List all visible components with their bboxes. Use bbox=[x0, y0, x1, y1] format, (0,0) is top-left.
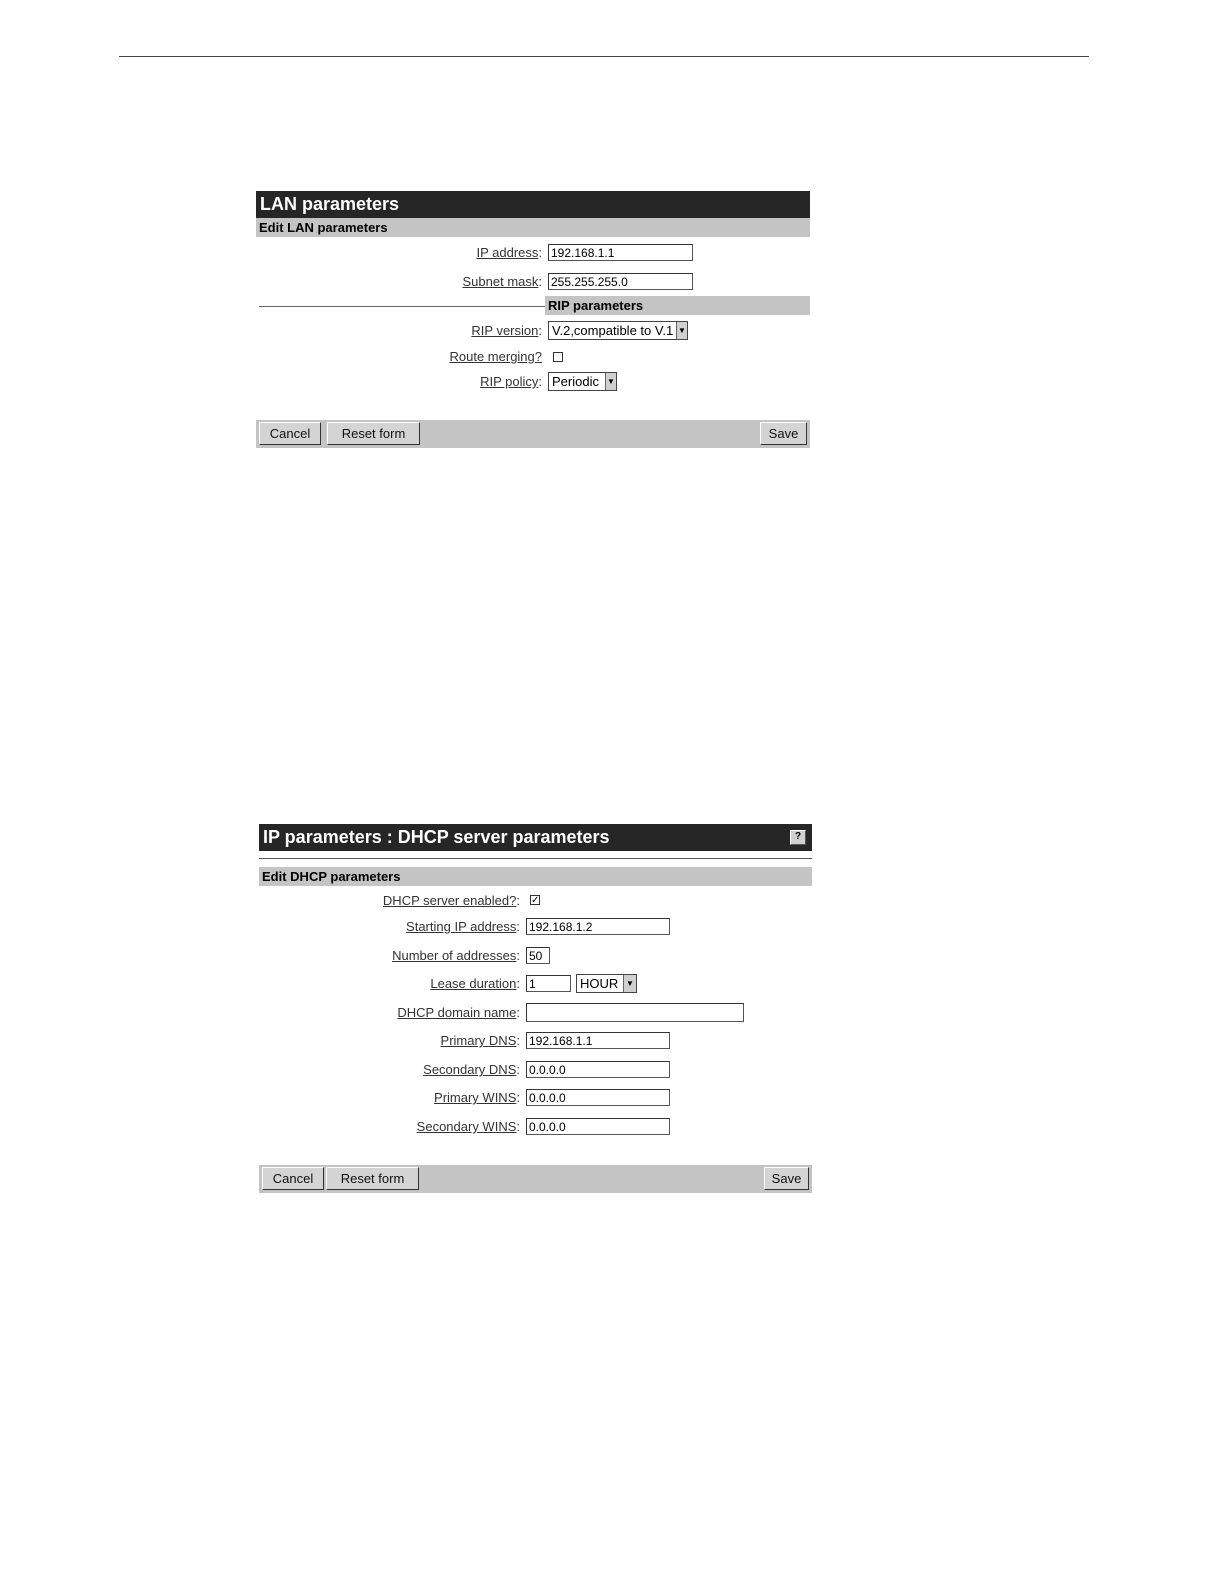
dhcp-enabled-label: DHCP server enabled? bbox=[382, 893, 517, 908]
rip-policy-value: Periodic bbox=[552, 374, 599, 389]
lan-panel-title: LAN parameters bbox=[256, 191, 810, 218]
reset-form-button[interactable]: Reset form bbox=[326, 1167, 419, 1190]
secondary-dns-input[interactable] bbox=[526, 1061, 670, 1078]
primary-wins-row: Primary WINS: 0.0.0.0 bbox=[259, 1087, 812, 1109]
route-merging-row bbox=[256, 346, 810, 368]
primary-dns-row: Primary DNS: 192.168.1.1 bbox=[259, 1030, 812, 1052]
route-merging-checkbox[interactable] bbox=[553, 352, 563, 362]
lease-unit-value: HOUR bbox=[580, 976, 619, 991]
rip-divider-line bbox=[259, 306, 546, 307]
chevron-down-icon[interactable]: ▼ bbox=[676, 322, 687, 339]
secondary-dns-label: Secondary DNS bbox=[423, 1062, 517, 1077]
lease-duration-input[interactable] bbox=[526, 975, 571, 992]
rip-version-select[interactable] bbox=[548, 321, 688, 340]
starting-ip-input[interactable] bbox=[526, 918, 670, 935]
lan-button-bar bbox=[256, 420, 810, 448]
ip-address-input[interactable] bbox=[548, 244, 693, 261]
secondary-wins-label: Secondary WINS bbox=[416, 1119, 517, 1134]
subnet-mask-row: Subnet mask: 255.255.255.0 bbox=[256, 271, 810, 293]
save-button[interactable]: Save bbox=[764, 1167, 809, 1190]
subnet-mask-input[interactable] bbox=[548, 273, 693, 290]
route-merging-label: Route merging? bbox=[449, 349, 542, 364]
dhcp-domain-row: DHCP domain name: bbox=[259, 1002, 812, 1024]
lan-panel-subtitle: Edit LAN parameters bbox=[256, 218, 810, 237]
check-mark-icon: ✓ bbox=[531, 895, 540, 906]
ip-address-row: IP address: 192.168.1.1 bbox=[256, 242, 810, 264]
subnet-mask-label: Subnet mask bbox=[462, 274, 539, 289]
primary-dns-input[interactable] bbox=[526, 1032, 670, 1049]
rip-section-header: RIP parameters bbox=[545, 296, 810, 315]
dhcp-panel-subtitle: Edit DHCP parameters bbox=[259, 867, 812, 886]
lease-unit-select[interactable] bbox=[576, 974, 637, 993]
cancel-button[interactable]: Cancel bbox=[259, 422, 321, 445]
dhcp-enabled-checkbox[interactable] bbox=[530, 895, 540, 905]
secondary-dns-row: Secondary DNS: 0.0.0.0 bbox=[259, 1059, 812, 1081]
rip-policy-label: RIP policy bbox=[480, 374, 539, 389]
page-top-rule bbox=[119, 56, 1089, 57]
number-of-addresses-row: Number of addresses: 50 bbox=[259, 945, 812, 967]
rip-policy-select[interactable] bbox=[548, 372, 617, 391]
dhcp-domain-label: DHCP domain name bbox=[397, 1005, 517, 1020]
primary-wins-input[interactable] bbox=[526, 1089, 670, 1106]
dhcp-panel-title: IP parameters : DHCP server parameters bbox=[263, 827, 610, 847]
dhcp-parameters-panel bbox=[259, 824, 812, 1194]
dhcp-domain-input[interactable] bbox=[526, 1003, 744, 1022]
dhcp-button-bar bbox=[259, 1165, 812, 1193]
cancel-button[interactable]: Cancel bbox=[262, 1167, 324, 1190]
chevron-down-icon[interactable]: ▼ bbox=[605, 373, 616, 390]
ip-address-label: IP address bbox=[476, 245, 539, 260]
dhcp-enabled-row: DHCP server enabled?: ✓ bbox=[382, 893, 540, 908]
rip-version-row: RIP version: V.2,compatible to V.1 ▼ bbox=[256, 320, 810, 342]
rip-version-label: RIP version bbox=[471, 323, 539, 338]
chevron-down-icon[interactable]: ▼ bbox=[623, 975, 636, 992]
dhcp-title-divider bbox=[259, 858, 812, 859]
lease-duration-row: Lease duration: 1 HOUR ▼ bbox=[259, 973, 812, 995]
save-button[interactable]: Save bbox=[760, 422, 807, 445]
number-of-addresses-label: Number of addresses bbox=[392, 948, 517, 963]
starting-ip-row: Starting IP address: 192.168.1.2 bbox=[259, 916, 812, 938]
lan-parameters-panel bbox=[256, 191, 810, 449]
help-icon[interactable]: ? bbox=[790, 830, 806, 845]
number-of-addresses-input[interactable] bbox=[526, 947, 550, 964]
starting-ip-label: Starting IP address bbox=[406, 919, 517, 934]
lease-duration-label: Lease duration bbox=[430, 976, 517, 991]
secondary-wins-input[interactable] bbox=[526, 1118, 670, 1135]
secondary-wins-row: Secondary WINS: 0.0.0.0 bbox=[259, 1116, 812, 1138]
rip-policy-row: RIP policy: Periodic ▼ bbox=[256, 371, 810, 393]
primary-wins-label: Primary WINS bbox=[434, 1090, 517, 1105]
rip-version-value: V.2,compatible to V.1 bbox=[552, 323, 674, 338]
primary-dns-label: Primary DNS bbox=[440, 1033, 517, 1048]
dhcp-panel-titlebar bbox=[259, 824, 812, 851]
reset-form-button[interactable]: Reset form bbox=[327, 422, 420, 445]
